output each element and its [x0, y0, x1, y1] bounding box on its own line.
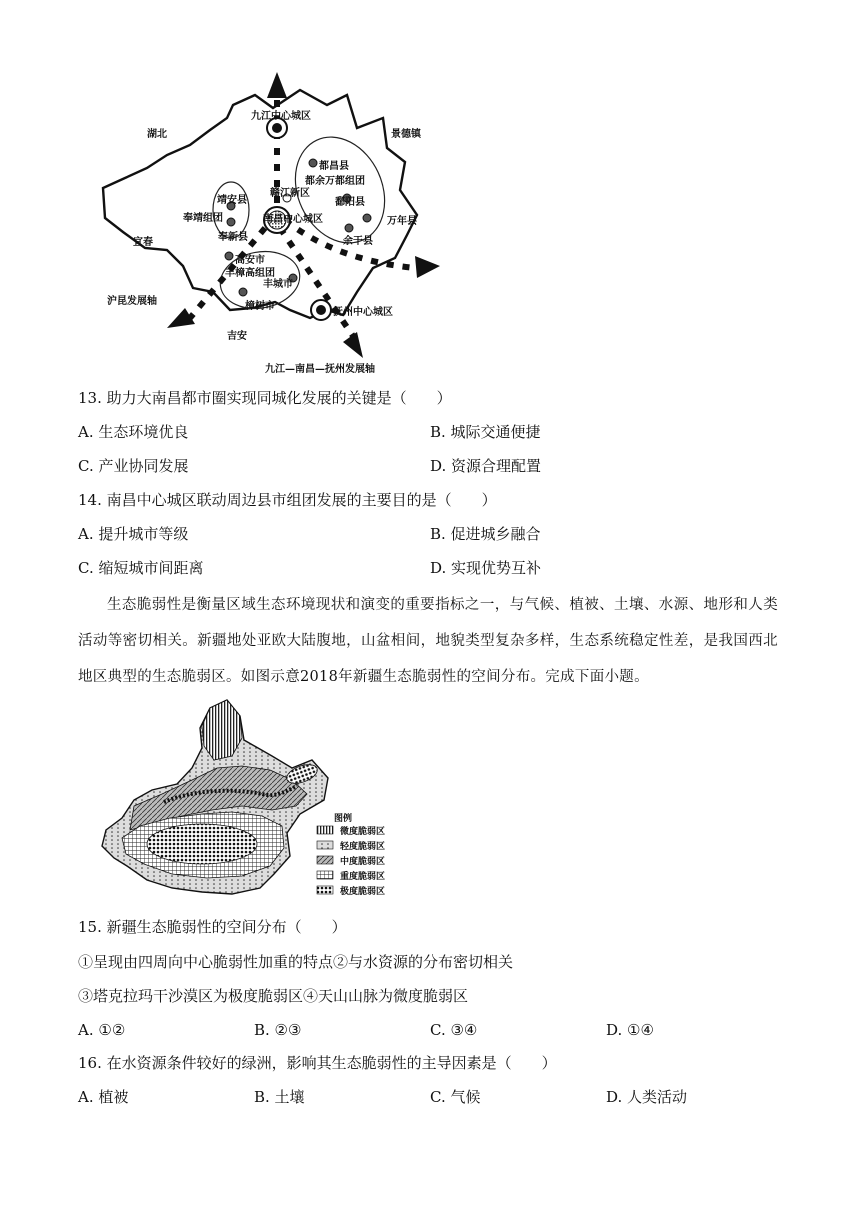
label-gao-an: 高安市: [235, 255, 265, 266]
q14-option-d[interactable]: D. 实现优势互补: [430, 559, 542, 577]
label-jing-an: 靖安县: [217, 195, 247, 206]
legend-item-light: 轻度脆弱区: [340, 842, 386, 852]
q15-option-c[interactable]: C. ③④: [430, 1021, 478, 1039]
label-wannian: 万年县: [387, 216, 417, 227]
label-ji-an: 吉安: [227, 331, 247, 342]
q16-option-a[interactable]: A. 植被: [78, 1088, 129, 1106]
label-axis: 九江—南昌—抚州发展轴: [265, 364, 375, 375]
label-jiujiang: 九江中心城区: [251, 111, 311, 122]
label-yugan: 余干县: [343, 236, 373, 247]
q15-option-a[interactable]: A. ①②: [78, 1021, 126, 1039]
q13-option-a[interactable]: A. 生态环境优良: [78, 423, 189, 441]
label-gongjiang-new: 赣江新区: [270, 188, 310, 199]
label-nanchang: 南昌中心城区: [263, 214, 323, 225]
label-duchang: 都昌县: [319, 161, 349, 172]
label-hukun: 沪昆发展轴: [107, 296, 157, 307]
label-fengxin: 奉新县: [218, 232, 248, 243]
legend-item-extreme: 极度脆弱区: [340, 887, 386, 897]
label-zhangshu: 樟树市: [245, 301, 275, 312]
label-hubei: 湖北: [147, 129, 167, 140]
legend-item-micro: 微度脆弱区: [340, 827, 386, 837]
q15-option-b[interactable]: B. ②③: [254, 1021, 302, 1039]
legend-item-moderate: 中度脆弱区: [340, 857, 386, 867]
q14-stem: 14. 南昌中心城区联动周边县市组团发展的主要目的是（ ）: [78, 491, 497, 509]
label-yichun: 宜春: [133, 237, 153, 248]
label-poyang: 鄱阳县: [335, 197, 365, 208]
passage-text: 生态脆弱性是衡量区域生态环境现状和演变的重要指标之一，与气候、植被、土壤、水源、地形和人类活动等密切相关。新疆地处亚欧大陆腹地，山盆相间，地貌类型复杂多样，生态系统稳定性差，是我国西北地区典型的生态脆弱区。如图示意2018年新疆生态脆弱性的空间分布。完成下面小题。: [78, 597, 778, 685]
q15-option-d[interactable]: D. ①④: [606, 1021, 654, 1039]
q16-stem: 16. 在水资源条件较好的绿洲，影响其生态脆弱性的主导因素是（ ）: [78, 1054, 557, 1072]
label-fuzhou: 抚州中心城区: [333, 307, 393, 318]
label-jingdezhen: 景德镇: [391, 129, 421, 140]
label-fengjing: 奉靖组团: [183, 213, 223, 224]
legend-title: 图例: [334, 814, 353, 824]
q13-option-c[interactable]: C. 产业协同发展: [78, 457, 189, 475]
q15-statement-2: ③塔克拉玛干沙漠区为极度脆弱区④天山山脉为微度脆弱区: [78, 987, 469, 1005]
label-fengzhang: 丰樟高组团: [225, 268, 275, 279]
q16-option-b[interactable]: B. 土壤: [254, 1088, 305, 1106]
q13-stem: 13. 助力大南昌都市圈实现同城化发展的关键是（ ）: [78, 389, 452, 407]
q14-option-b[interactable]: B. 促进城乡融合: [430, 525, 541, 543]
legend-item-heavy: 重度脆弱区: [340, 872, 386, 882]
q14-option-a[interactable]: A. 提升城市等级: [78, 525, 189, 543]
q13-option-d[interactable]: D. 资源合理配置: [430, 457, 542, 475]
nanchang-map: [95, 70, 455, 375]
q15-stem: 15. 新疆生态脆弱性的空间分布（ ）: [78, 918, 347, 936]
q16-option-d[interactable]: D. 人类活动: [606, 1088, 688, 1106]
label-fengcheng: 丰城市: [263, 279, 293, 290]
q13-option-b[interactable]: B. 城际交通便捷: [430, 423, 541, 441]
q14-option-c[interactable]: C. 缩短城市间距离: [78, 559, 204, 577]
xinjiang-map: [92, 698, 402, 903]
q16-option-c[interactable]: C. 气候: [430, 1088, 481, 1106]
label-duyuwan: 都余万都组团: [305, 176, 365, 187]
q15-statement-1: ①呈现由四周向中心脆弱性加重的特点②与水资源的分布密切相关: [78, 953, 514, 971]
